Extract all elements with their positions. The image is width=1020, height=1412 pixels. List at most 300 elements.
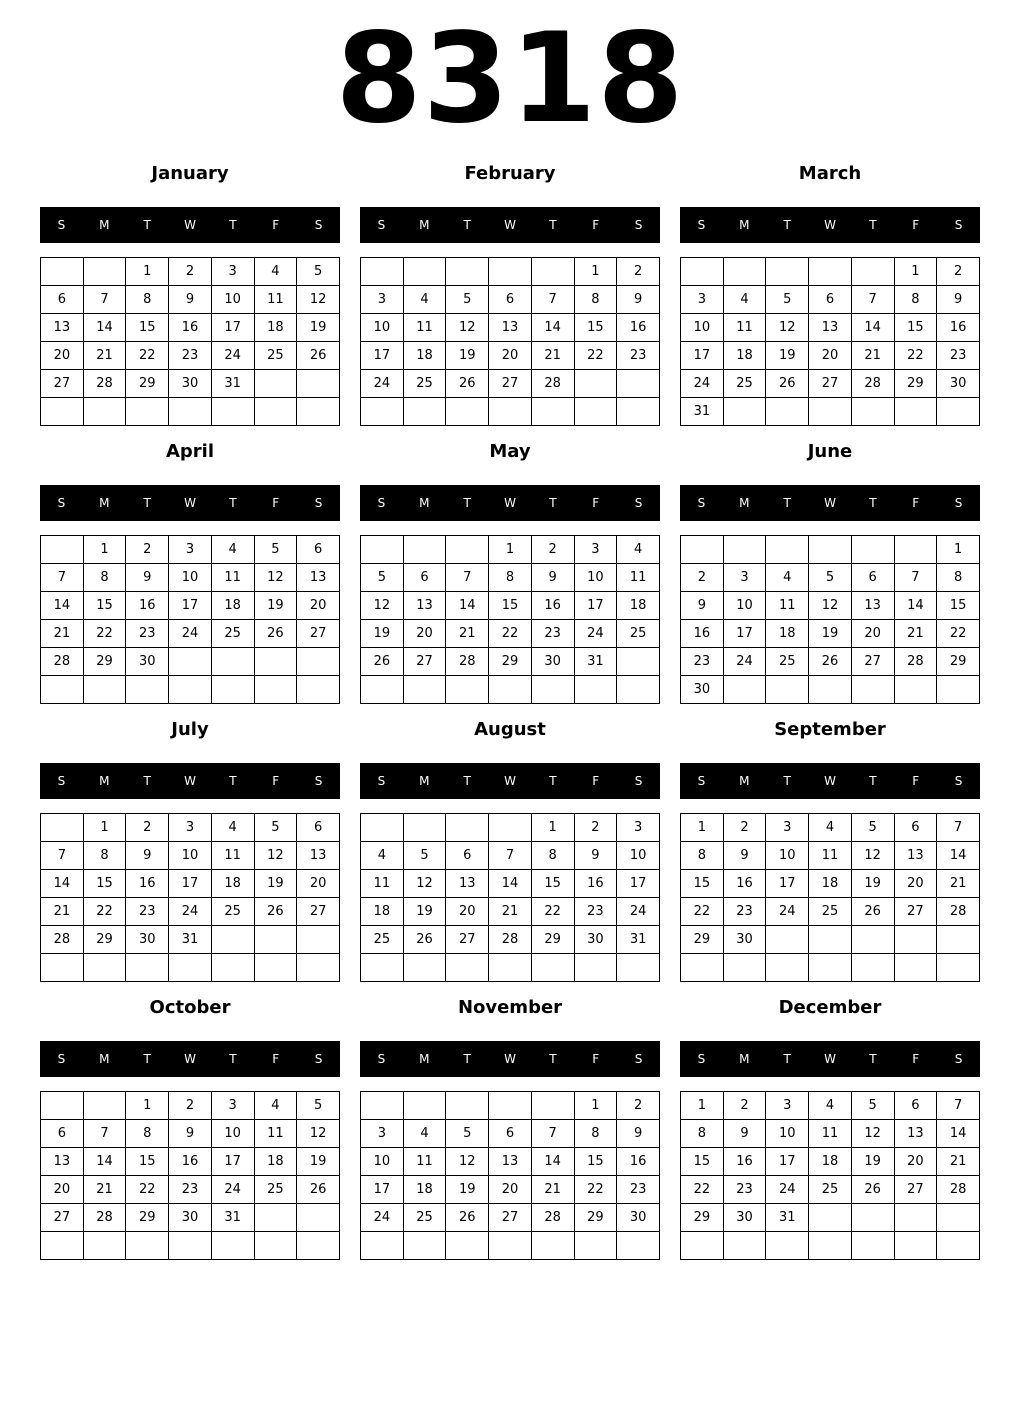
day-cell: 7 — [83, 1120, 126, 1148]
week-row — [41, 620, 340, 648]
day-cell: 18 — [617, 592, 660, 620]
day-cell: 18 — [766, 620, 809, 648]
weekday-label: T — [463, 218, 471, 232]
week-row — [41, 1148, 340, 1176]
empty-cell — [681, 1232, 724, 1260]
empty-cell — [446, 398, 489, 426]
weekday-label: S — [314, 496, 323, 510]
month-april — [40, 436, 340, 704]
day-cell: 14 — [531, 314, 574, 342]
weekday-label: M — [739, 218, 750, 232]
weekday-header — [40, 485, 340, 521]
day-cell: 12 — [446, 1148, 489, 1176]
day-cell: 31 — [574, 648, 617, 676]
day-cell: 20 — [894, 1148, 937, 1176]
day-cell: 10 — [681, 314, 724, 342]
weekday-label: S — [954, 1052, 963, 1066]
day-cell: 20 — [297, 870, 340, 898]
empty-cell — [211, 926, 254, 954]
weekday-label: F — [912, 774, 920, 788]
day-cell: 25 — [723, 370, 766, 398]
empty-cell — [446, 258, 489, 286]
day-cell: 28 — [489, 926, 532, 954]
week-row — [41, 1232, 340, 1260]
week-row — [681, 342, 980, 370]
day-cell: 7 — [937, 814, 980, 842]
day-cell: 5 — [809, 564, 852, 592]
day-cell: 1 — [681, 1092, 724, 1120]
day-cell: 7 — [41, 842, 84, 870]
weekday-header — [680, 485, 980, 521]
weekday-label: W — [824, 218, 836, 232]
weekday-label: W — [504, 774, 516, 788]
day-cell: 17 — [617, 870, 660, 898]
day-cell: 17 — [211, 314, 254, 342]
empty-cell — [851, 398, 894, 426]
empty-cell — [489, 398, 532, 426]
day-cell: 18 — [211, 870, 254, 898]
week-row — [681, 842, 980, 870]
day-cell: 5 — [297, 258, 340, 286]
day-cell: 4 — [809, 1092, 852, 1120]
day-cell: 18 — [211, 592, 254, 620]
day-cell: 8 — [531, 842, 574, 870]
weekday-header — [360, 485, 660, 521]
weekday-label: T — [143, 1052, 151, 1066]
day-cell: 25 — [403, 370, 446, 398]
empty-cell — [617, 1232, 660, 1260]
day-cell: 3 — [681, 286, 724, 314]
empty-cell — [297, 398, 340, 426]
empty-cell — [126, 954, 169, 982]
day-cell: 17 — [766, 870, 809, 898]
empty-cell — [851, 926, 894, 954]
week-row — [41, 648, 340, 676]
empty-cell — [169, 648, 212, 676]
week-row — [41, 676, 340, 704]
empty-cell — [211, 1232, 254, 1260]
day-cell: 19 — [766, 342, 809, 370]
day-cell: 28 — [41, 926, 84, 954]
day-cell: 3 — [169, 536, 212, 564]
empty-cell — [41, 536, 84, 564]
day-cell: 16 — [531, 592, 574, 620]
weekday-label: W — [504, 1052, 516, 1066]
weekday-label: M — [99, 774, 110, 788]
day-cell: 9 — [723, 1120, 766, 1148]
week-row — [361, 564, 660, 592]
empty-cell — [574, 954, 617, 982]
empty-cell — [809, 1232, 852, 1260]
day-cell: 28 — [83, 370, 126, 398]
day-cell: 25 — [809, 1176, 852, 1204]
day-cell: 6 — [297, 536, 340, 564]
day-cell: 23 — [574, 898, 617, 926]
empty-cell — [361, 954, 404, 982]
empty-cell — [723, 1232, 766, 1260]
day-cell: 19 — [297, 314, 340, 342]
empty-cell — [489, 954, 532, 982]
day-cell: 11 — [809, 842, 852, 870]
day-cell: 7 — [531, 1120, 574, 1148]
day-cell: 14 — [851, 314, 894, 342]
day-cell: 14 — [41, 870, 84, 898]
day-cell: 9 — [617, 1120, 660, 1148]
weekday-label: S — [634, 1052, 643, 1066]
day-cell: 16 — [723, 1148, 766, 1176]
week-row — [361, 536, 660, 564]
day-cell: 22 — [83, 620, 126, 648]
day-cell: 18 — [403, 1176, 446, 1204]
empty-cell — [531, 258, 574, 286]
empty-cell — [254, 1204, 297, 1232]
empty-cell — [361, 536, 404, 564]
day-cell: 21 — [937, 870, 980, 898]
day-cell: 11 — [403, 1148, 446, 1176]
empty-cell — [169, 954, 212, 982]
day-cell: 4 — [809, 814, 852, 842]
weekday-header — [360, 1041, 660, 1077]
day-cell: 16 — [169, 1148, 212, 1176]
week-row — [361, 620, 660, 648]
day-cell: 27 — [894, 898, 937, 926]
weekday-label: S — [57, 496, 66, 510]
week-row — [361, 1176, 660, 1204]
month-october — [40, 992, 340, 1260]
day-cell: 26 — [254, 620, 297, 648]
empty-cell — [361, 814, 404, 842]
week-row — [361, 814, 660, 842]
day-cell: 16 — [681, 620, 724, 648]
weekday-label: T — [463, 774, 471, 788]
day-cell: 1 — [574, 258, 617, 286]
day-cell: 10 — [574, 564, 617, 592]
day-cell: 20 — [41, 1176, 84, 1204]
month-november — [360, 992, 660, 1260]
day-cell: 29 — [681, 926, 724, 954]
empty-cell — [894, 398, 937, 426]
day-cell: 24 — [723, 648, 766, 676]
day-cell: 12 — [809, 592, 852, 620]
day-cell: 18 — [403, 342, 446, 370]
day-cell: 10 — [766, 842, 809, 870]
day-cell: 2 — [169, 1092, 212, 1120]
empty-cell — [681, 536, 724, 564]
day-cell: 9 — [126, 842, 169, 870]
week-row — [681, 676, 980, 704]
week-row — [41, 1120, 340, 1148]
week-row — [41, 314, 340, 342]
day-cell: 24 — [211, 1176, 254, 1204]
day-cell: 7 — [851, 286, 894, 314]
empty-cell — [809, 926, 852, 954]
day-cell: 20 — [297, 592, 340, 620]
day-cell: 7 — [41, 564, 84, 592]
day-cell: 17 — [169, 592, 212, 620]
day-cell: 27 — [489, 1204, 532, 1232]
weekday-label: T — [463, 1052, 471, 1066]
day-cell: 18 — [254, 314, 297, 342]
weekday-label: S — [697, 496, 706, 510]
day-cell: 26 — [361, 648, 404, 676]
day-cell: 1 — [681, 814, 724, 842]
day-cell: 27 — [446, 926, 489, 954]
empty-cell — [297, 926, 340, 954]
week-row — [681, 1232, 980, 1260]
day-cell: 30 — [574, 926, 617, 954]
day-cell: 27 — [403, 648, 446, 676]
day-cell: 2 — [723, 814, 766, 842]
empty-cell — [403, 536, 446, 564]
week-row — [41, 1092, 340, 1120]
day-cell: 21 — [531, 1176, 574, 1204]
weekday-label: M — [739, 496, 750, 510]
empty-cell — [361, 676, 404, 704]
day-cell: 11 — [766, 592, 809, 620]
day-cell: 6 — [41, 286, 84, 314]
day-cell: 16 — [169, 314, 212, 342]
day-cell: 1 — [126, 1092, 169, 1120]
empty-cell — [723, 536, 766, 564]
day-cell: 4 — [723, 286, 766, 314]
weekday-label: W — [504, 496, 516, 510]
week-row — [361, 926, 660, 954]
day-cell: 26 — [851, 898, 894, 926]
weekday-header — [360, 763, 660, 799]
day-cell: 16 — [126, 870, 169, 898]
week-row — [361, 1092, 660, 1120]
day-cell: 4 — [254, 1092, 297, 1120]
day-cell: 9 — [169, 286, 212, 314]
empty-cell — [617, 676, 660, 704]
empty-cell — [937, 398, 980, 426]
day-cell: 1 — [937, 536, 980, 564]
day-cell: 24 — [361, 1204, 404, 1232]
empty-cell — [403, 398, 446, 426]
day-cell: 28 — [531, 1204, 574, 1232]
day-cell: 3 — [574, 536, 617, 564]
empty-cell — [41, 954, 84, 982]
day-cell: 19 — [851, 1148, 894, 1176]
day-cell: 23 — [723, 1176, 766, 1204]
weekday-label: T — [229, 1052, 237, 1066]
day-cell: 23 — [617, 342, 660, 370]
day-cell: 15 — [574, 1148, 617, 1176]
day-cell: 26 — [766, 370, 809, 398]
weekday-label: T — [869, 496, 877, 510]
weekday-label: M — [99, 218, 110, 232]
weekday-label: F — [912, 218, 920, 232]
day-cell: 21 — [83, 1176, 126, 1204]
weekday-label: W — [824, 774, 836, 788]
day-cell: 20 — [809, 342, 852, 370]
empty-cell — [83, 954, 126, 982]
day-cell: 15 — [489, 592, 532, 620]
day-cell: 13 — [809, 314, 852, 342]
empty-cell — [126, 1232, 169, 1260]
week-row — [681, 258, 980, 286]
day-cell: 28 — [937, 898, 980, 926]
day-cell: 12 — [297, 286, 340, 314]
day-cell: 21 — [851, 342, 894, 370]
day-cell: 2 — [681, 564, 724, 592]
month-august — [360, 714, 660, 982]
weekday-label: S — [697, 1052, 706, 1066]
empty-cell — [211, 648, 254, 676]
day-cell: 21 — [83, 342, 126, 370]
week-row — [681, 592, 980, 620]
day-cell: 6 — [851, 564, 894, 592]
day-cell: 25 — [361, 926, 404, 954]
day-cell: 9 — [723, 842, 766, 870]
day-cell: 23 — [531, 620, 574, 648]
weekday-label: T — [463, 496, 471, 510]
day-cell: 25 — [617, 620, 660, 648]
week-row — [41, 898, 340, 926]
day-cell: 15 — [681, 1148, 724, 1176]
day-cell: 5 — [766, 286, 809, 314]
day-cell: 11 — [211, 564, 254, 592]
month-name: January — [151, 163, 229, 184]
day-cell: 24 — [766, 898, 809, 926]
month-name: October — [149, 997, 231, 1018]
month-february — [360, 158, 660, 426]
empty-cell — [851, 1204, 894, 1232]
day-cell: 13 — [446, 870, 489, 898]
day-cell: 10 — [766, 1120, 809, 1148]
day-cell: 14 — [83, 1148, 126, 1176]
day-cell: 3 — [766, 1092, 809, 1120]
empty-cell — [446, 814, 489, 842]
day-cell: 25 — [211, 620, 254, 648]
day-cell: 9 — [574, 842, 617, 870]
empty-cell — [766, 676, 809, 704]
day-cell: 5 — [446, 1120, 489, 1148]
day-cell: 7 — [531, 286, 574, 314]
empty-cell — [681, 954, 724, 982]
weekday-label: T — [783, 496, 791, 510]
day-cell: 26 — [851, 1176, 894, 1204]
week-row — [41, 564, 340, 592]
empty-cell — [211, 954, 254, 982]
weekday-label: W — [504, 218, 516, 232]
week-row — [41, 342, 340, 370]
weekday-label: M — [99, 496, 110, 510]
weekday-label: S — [954, 774, 963, 788]
day-cell: 21 — [489, 898, 532, 926]
weekday-label: T — [783, 218, 791, 232]
month-january — [40, 158, 340, 426]
day-cell: 28 — [851, 370, 894, 398]
week-row — [681, 620, 980, 648]
day-cell: 16 — [617, 314, 660, 342]
empty-cell — [531, 1092, 574, 1120]
day-cell: 16 — [723, 870, 766, 898]
day-cell: 26 — [446, 1204, 489, 1232]
week-row — [361, 676, 660, 704]
empty-cell — [809, 536, 852, 564]
day-cell: 16 — [617, 1148, 660, 1176]
week-row — [361, 258, 660, 286]
day-cell: 22 — [574, 1176, 617, 1204]
day-cell: 15 — [126, 1148, 169, 1176]
day-cell: 31 — [766, 1204, 809, 1232]
day-cell: 15 — [126, 314, 169, 342]
day-cell: 21 — [41, 898, 84, 926]
empty-cell — [723, 676, 766, 704]
weekday-label: T — [783, 774, 791, 788]
day-cell: 8 — [126, 286, 169, 314]
week-row — [41, 814, 340, 842]
day-cell: 5 — [254, 536, 297, 564]
day-cell: 27 — [297, 620, 340, 648]
day-cell: 20 — [489, 1176, 532, 1204]
day-cell: 16 — [937, 314, 980, 342]
day-cell: 17 — [723, 620, 766, 648]
day-cell: 2 — [617, 1092, 660, 1120]
day-cell: 12 — [254, 842, 297, 870]
week-row — [41, 536, 340, 564]
day-cell: 24 — [617, 898, 660, 926]
day-cell: 26 — [446, 370, 489, 398]
empty-cell — [894, 1232, 937, 1260]
day-grid — [680, 257, 980, 426]
day-cell: 17 — [361, 1176, 404, 1204]
day-cell: 23 — [126, 898, 169, 926]
day-cell: 18 — [361, 898, 404, 926]
day-cell: 17 — [211, 1148, 254, 1176]
week-row — [681, 648, 980, 676]
weekday-label: F — [272, 774, 280, 788]
week-row — [361, 370, 660, 398]
day-cell: 22 — [531, 898, 574, 926]
weekday-label: T — [869, 774, 877, 788]
empty-cell — [403, 814, 446, 842]
day-cell: 30 — [723, 926, 766, 954]
empty-cell — [83, 1232, 126, 1260]
empty-cell — [41, 676, 84, 704]
weekday-label: S — [634, 774, 643, 788]
day-cell: 13 — [297, 842, 340, 870]
weekday-label: T — [229, 496, 237, 510]
empty-cell — [254, 954, 297, 982]
empty-cell — [851, 954, 894, 982]
day-cell: 28 — [83, 1204, 126, 1232]
empty-cell — [361, 258, 404, 286]
day-cell: 4 — [403, 1120, 446, 1148]
day-cell: 12 — [297, 1120, 340, 1148]
empty-cell — [83, 398, 126, 426]
day-cell: 13 — [297, 564, 340, 592]
day-cell: 2 — [169, 258, 212, 286]
day-cell: 17 — [169, 870, 212, 898]
day-cell: 30 — [723, 1204, 766, 1232]
empty-cell — [617, 398, 660, 426]
empty-cell — [489, 1092, 532, 1120]
day-cell: 7 — [937, 1092, 980, 1120]
week-row — [681, 926, 980, 954]
day-cell: 19 — [446, 342, 489, 370]
weekday-label: S — [377, 218, 386, 232]
day-cell: 10 — [617, 842, 660, 870]
empty-cell — [531, 676, 574, 704]
day-cell: 8 — [489, 564, 532, 592]
day-cell: 5 — [254, 814, 297, 842]
day-cell: 15 — [83, 870, 126, 898]
weekday-label: T — [549, 218, 557, 232]
day-cell: 8 — [83, 564, 126, 592]
day-cell: 23 — [937, 342, 980, 370]
